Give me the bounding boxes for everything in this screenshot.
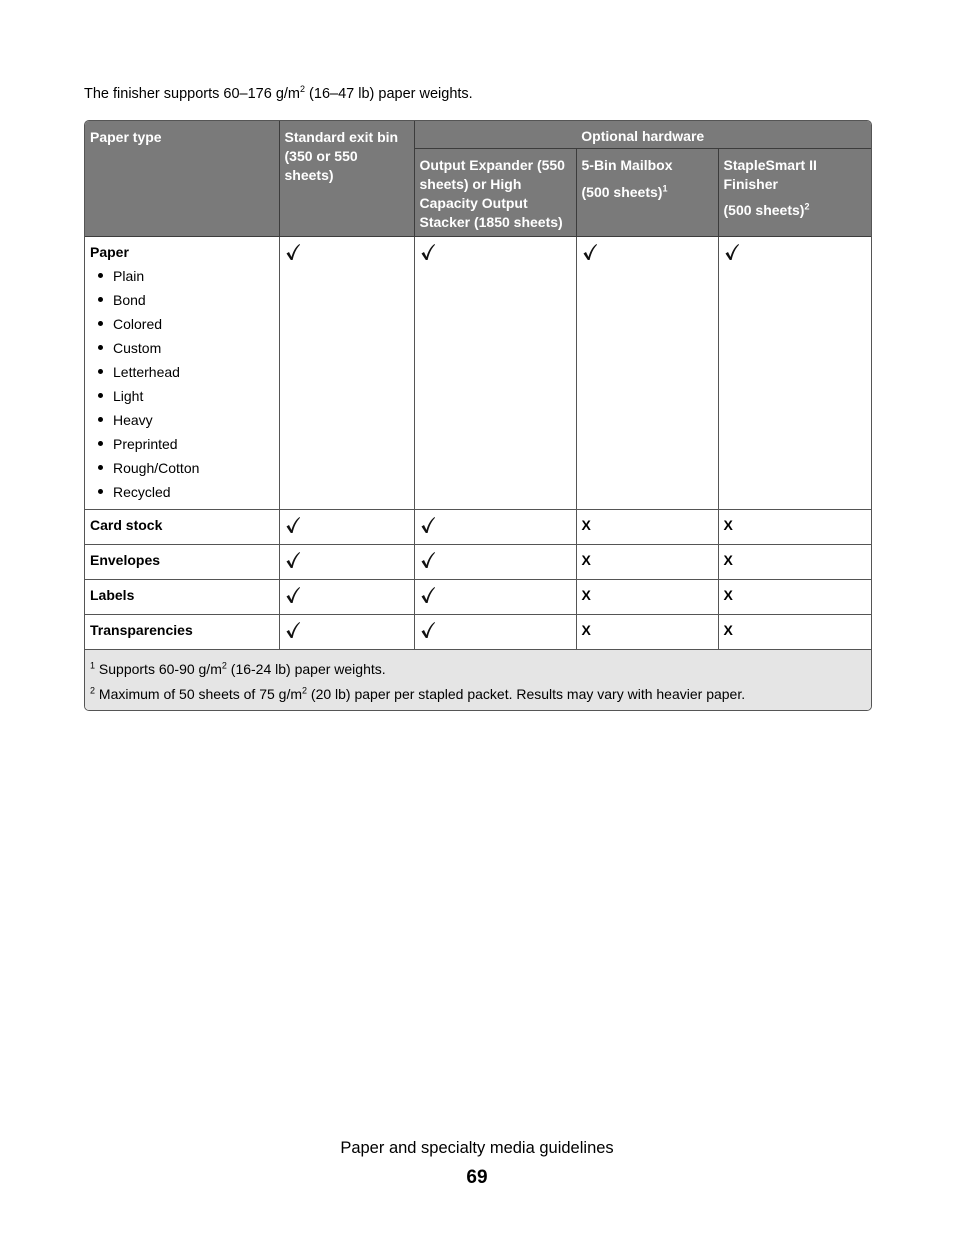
list-item: Preprinted bbox=[90, 432, 274, 456]
row-label: Transparencies bbox=[85, 615, 279, 650]
header-optional-hardware: Optional hardware bbox=[414, 121, 871, 149]
paper-label: Paper bbox=[90, 244, 129, 260]
check-mark-icon bbox=[420, 516, 436, 534]
list-item: Custom bbox=[90, 336, 274, 360]
table-row bbox=[85, 615, 871, 650]
check-mark-icon bbox=[420, 586, 436, 604]
header-mailbox-name: 5-Bin Mailbox bbox=[581, 157, 673, 173]
table-footnotes bbox=[85, 650, 871, 710]
check-mark-icon bbox=[420, 551, 436, 569]
row-label: Envelopes bbox=[85, 545, 279, 580]
x-mark: X bbox=[576, 615, 718, 650]
intro-text: The finisher supports 60–176 $g/m^2$ (16–47 lb) paper weights. bbox=[84, 84, 473, 102]
x-mark: X bbox=[576, 545, 718, 580]
list-item: Bond bbox=[90, 288, 274, 312]
x-mark: X bbox=[576, 510, 718, 545]
list-item: Rough/Cotton bbox=[90, 456, 274, 480]
footnote-1: $^1$ Supports 60-90 $g/m^2$ (16-24 lb) paper weights. bbox=[90, 660, 386, 677]
x-mark: X bbox=[718, 580, 871, 615]
list-item: Plain bbox=[90, 264, 274, 288]
check-mark-icon bbox=[582, 243, 598, 261]
header-mailbox bbox=[576, 149, 718, 237]
header-mailbox-capacity: (500 sheets)$^1$ bbox=[581, 183, 668, 200]
check-mark-icon bbox=[420, 621, 436, 639]
x-mark: X bbox=[718, 545, 871, 580]
list-item: Letterhead bbox=[90, 360, 274, 384]
check-mark-icon bbox=[285, 551, 301, 569]
header-standard-exit-bin: Standard exit bin (350 or 550 sheets) bbox=[279, 121, 414, 237]
row-label: Card stock bbox=[85, 510, 279, 545]
footer-section-title: Paper and specialty media guidelines bbox=[340, 1139, 614, 1157]
header-paper-type: Paper type bbox=[85, 121, 279, 237]
list-item: Recycled bbox=[90, 480, 274, 504]
table-row-paper bbox=[85, 237, 871, 510]
list-item: Light bbox=[90, 384, 274, 408]
page-number: 69 bbox=[466, 1167, 488, 1188]
paper-cell bbox=[85, 237, 279, 510]
header-output-expander: Output Expander (550 sheets) or High Capacity Output Stacker (1850 sheets) bbox=[414, 149, 576, 237]
x-mark: X bbox=[718, 510, 871, 545]
check-mark-icon bbox=[285, 621, 301, 639]
check-mark-icon bbox=[285, 586, 301, 604]
header-staplesmart bbox=[718, 149, 871, 237]
table-row bbox=[85, 545, 871, 580]
footnote-2: $^2$ Maximum of 50 sheets of 75 $g/m^2$ (20 lb) paper per stapled packet. Results may vary with heavier paper. bbox=[90, 685, 746, 702]
table-row bbox=[85, 510, 871, 545]
output-bin-support-table bbox=[84, 120, 872, 711]
x-mark: X bbox=[718, 615, 871, 650]
list-item: Colored bbox=[90, 312, 274, 336]
check-mark-icon bbox=[285, 516, 301, 534]
paper-subtype-list bbox=[90, 264, 274, 504]
check-mark-icon bbox=[420, 243, 436, 261]
list-item: Heavy bbox=[90, 408, 274, 432]
x-mark: X bbox=[576, 580, 718, 615]
header-staplesmart-name: StapleSmart II Finisher bbox=[723, 157, 817, 192]
header-staplesmart-capacity: (500 sheets)$^2$ bbox=[723, 201, 810, 218]
table-row bbox=[85, 580, 871, 615]
check-mark-icon bbox=[724, 243, 740, 261]
check-mark-icon bbox=[285, 243, 301, 261]
row-label: Labels bbox=[85, 580, 279, 615]
